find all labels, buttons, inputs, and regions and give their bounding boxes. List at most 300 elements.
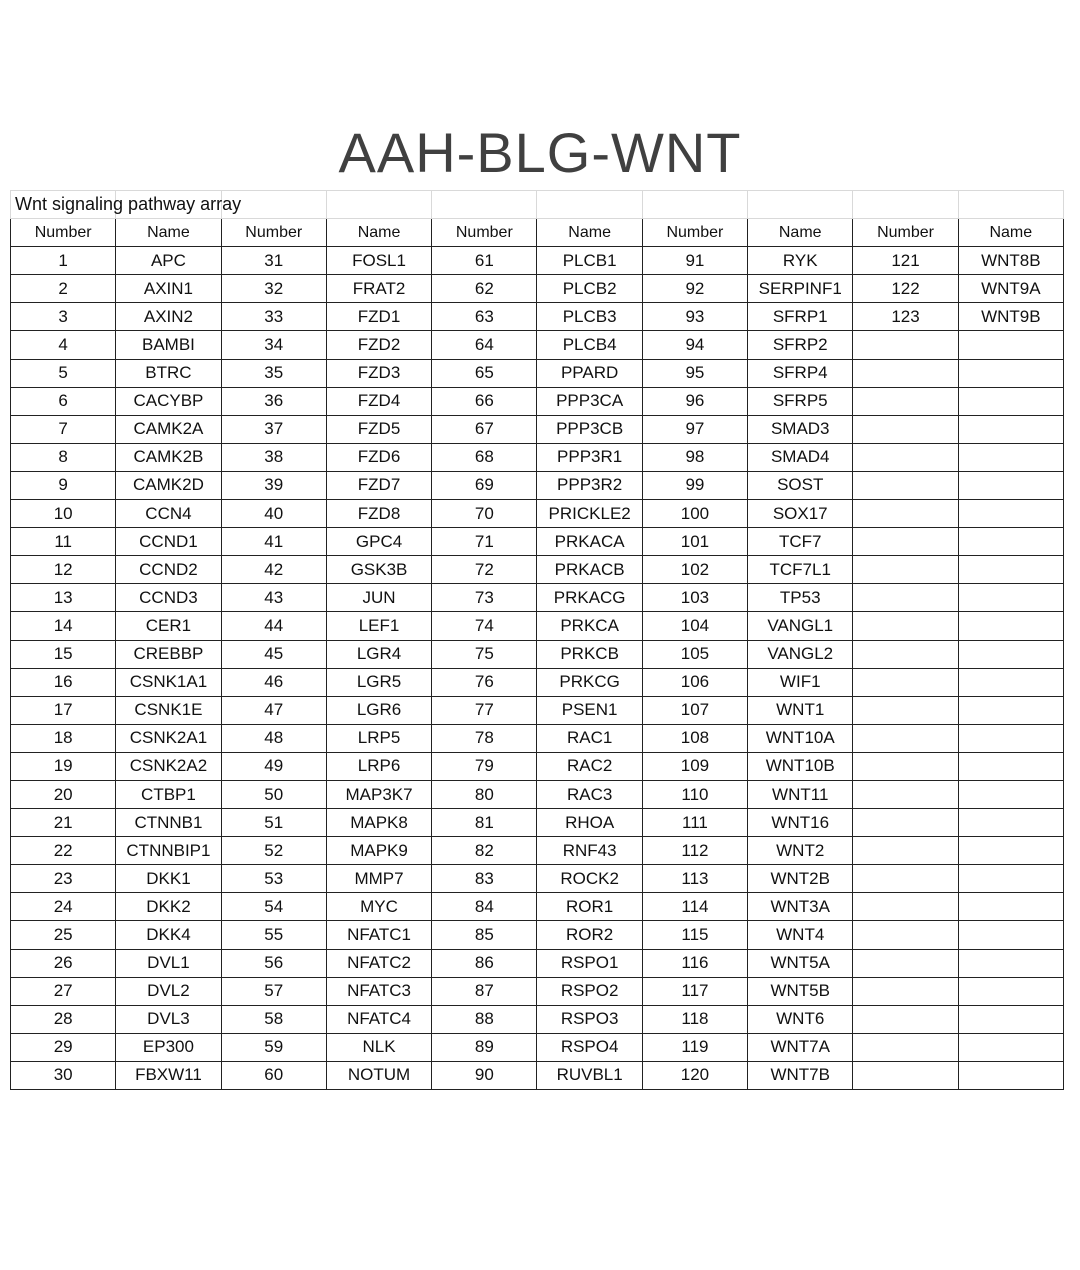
number-cell: 45 — [221, 640, 326, 668]
number-cell: 43 — [221, 584, 326, 612]
number-cell: 23 — [11, 865, 116, 893]
gene-name-cell: SOX17 — [748, 500, 853, 528]
gene-name-cell: LRP5 — [326, 724, 431, 752]
gene-name-cell: MMP7 — [326, 865, 431, 893]
number-cell: 5 — [11, 359, 116, 387]
gene-name-cell — [958, 471, 1063, 499]
number-cell — [853, 612, 958, 640]
table-header-row — [11, 219, 1064, 247]
number-cell: 46 — [221, 668, 326, 696]
gene-name-cell: NFATC2 — [326, 949, 431, 977]
gene-name-cell: FBXW11 — [116, 1061, 221, 1089]
gene-name-cell — [958, 837, 1063, 865]
gene-name-cell: LGR6 — [326, 696, 431, 724]
gene-name-cell: RUVBL1 — [537, 1061, 642, 1089]
gene-name-cell: WNT7B — [748, 1061, 853, 1089]
gene-name-cell: SOST — [748, 471, 853, 499]
number-cell: 66 — [432, 387, 537, 415]
number-cell: 36 — [221, 387, 326, 415]
column-header: Name — [958, 219, 1063, 247]
gene-name-cell: NFATC4 — [326, 1005, 431, 1033]
number-cell: 68 — [432, 443, 537, 471]
gene-name-cell: NOTUM — [326, 1061, 431, 1089]
number-cell: 18 — [11, 724, 116, 752]
number-cell: 84 — [432, 893, 537, 921]
number-cell: 100 — [642, 500, 747, 528]
table-row — [11, 668, 1064, 696]
table-row — [11, 612, 1064, 640]
number-cell: 13 — [11, 584, 116, 612]
number-cell: 73 — [432, 584, 537, 612]
number-cell: 95 — [642, 359, 747, 387]
number-cell: 106 — [642, 668, 747, 696]
gene-name-cell: DVL2 — [116, 977, 221, 1005]
gene-name-cell: CTBP1 — [116, 780, 221, 808]
number-cell: 31 — [221, 247, 326, 275]
number-cell: 28 — [11, 1005, 116, 1033]
number-cell: 115 — [642, 921, 747, 949]
number-cell: 63 — [432, 303, 537, 331]
number-cell: 65 — [432, 359, 537, 387]
number-cell: 35 — [221, 359, 326, 387]
table-row — [11, 528, 1064, 556]
gene-name-cell: CSNK2A2 — [116, 752, 221, 780]
number-cell: 41 — [221, 528, 326, 556]
gene-name-cell: RYK — [748, 247, 853, 275]
table-row — [11, 556, 1064, 584]
gene-name-cell: FZD6 — [326, 443, 431, 471]
number-cell — [853, 1061, 958, 1089]
gene-name-cell: CSNK1E — [116, 696, 221, 724]
gene-name-cell: CCND1 — [116, 528, 221, 556]
number-cell: 20 — [11, 780, 116, 808]
column-header: Number — [432, 219, 537, 247]
number-cell: 26 — [11, 949, 116, 977]
gene-name-cell: FOSL1 — [326, 247, 431, 275]
gene-name-cell: CSNK1A1 — [116, 668, 221, 696]
number-cell — [853, 584, 958, 612]
gene-name-cell: WNT5B — [748, 977, 853, 1005]
gene-name-cell: TCF7 — [748, 528, 853, 556]
gene-name-cell: PRKACA — [537, 528, 642, 556]
gene-name-cell: AXIN2 — [116, 303, 221, 331]
number-cell — [853, 724, 958, 752]
gene-name-cell — [958, 1033, 1063, 1061]
gene-name-cell: MYC — [326, 893, 431, 921]
table-row — [11, 387, 1064, 415]
gene-name-cell — [958, 359, 1063, 387]
number-cell: 71 — [432, 528, 537, 556]
number-cell: 14 — [11, 612, 116, 640]
number-cell: 19 — [11, 752, 116, 780]
number-cell: 4 — [11, 331, 116, 359]
gene-name-cell: PRKACG — [537, 584, 642, 612]
gene-name-cell — [958, 415, 1063, 443]
gene-array-table — [10, 190, 1064, 1090]
gene-name-cell: NLK — [326, 1033, 431, 1061]
gene-name-cell: RAC2 — [537, 752, 642, 780]
number-cell: 114 — [642, 893, 747, 921]
gene-name-cell: PRKACB — [537, 556, 642, 584]
gene-name-cell: PLCB4 — [537, 331, 642, 359]
table-row — [11, 1033, 1064, 1061]
table-row — [11, 780, 1064, 808]
number-cell: 30 — [11, 1061, 116, 1089]
number-cell — [853, 865, 958, 893]
number-cell — [853, 556, 958, 584]
number-cell: 16 — [11, 668, 116, 696]
gene-name-cell: FZD8 — [326, 500, 431, 528]
number-cell: 42 — [221, 556, 326, 584]
number-cell — [853, 331, 958, 359]
gene-name-cell: MAPK8 — [326, 809, 431, 837]
gene-name-cell: DVL1 — [116, 949, 221, 977]
number-cell: 24 — [11, 893, 116, 921]
gene-name-cell — [958, 696, 1063, 724]
number-cell: 2 — [11, 275, 116, 303]
page-title: AAH-BLG-WNT — [338, 121, 742, 184]
gene-name-cell: GSK3B — [326, 556, 431, 584]
gene-name-cell: CTNNBIP1 — [116, 837, 221, 865]
gene-name-cell: LRP6 — [326, 752, 431, 780]
number-cell: 22 — [11, 837, 116, 865]
gene-name-cell: WNT8B — [958, 247, 1063, 275]
number-cell: 53 — [221, 865, 326, 893]
column-header: Name — [116, 219, 221, 247]
number-cell — [853, 921, 958, 949]
number-cell: 64 — [432, 331, 537, 359]
gene-name-cell — [958, 584, 1063, 612]
number-cell: 105 — [642, 640, 747, 668]
number-cell: 10 — [11, 500, 116, 528]
number-cell — [853, 443, 958, 471]
table-row — [11, 921, 1064, 949]
number-cell: 39 — [221, 471, 326, 499]
number-cell: 81 — [432, 809, 537, 837]
number-cell: 52 — [221, 837, 326, 865]
gene-name-cell: FZD1 — [326, 303, 431, 331]
column-header: Number — [853, 219, 958, 247]
gene-name-cell — [958, 556, 1063, 584]
gene-name-cell — [958, 443, 1063, 471]
number-cell: 79 — [432, 752, 537, 780]
table-row — [11, 809, 1064, 837]
table-row — [11, 1005, 1064, 1033]
gene-name-cell — [958, 500, 1063, 528]
gene-name-cell — [958, 612, 1063, 640]
gene-name-cell: BAMBI — [116, 331, 221, 359]
table-row — [11, 584, 1064, 612]
gene-name-cell: PRKCA — [537, 612, 642, 640]
number-cell — [853, 809, 958, 837]
number-cell — [853, 752, 958, 780]
gene-name-cell: WNT1 — [748, 696, 853, 724]
gene-name-cell: WNT2 — [748, 837, 853, 865]
number-cell: 25 — [11, 921, 116, 949]
number-cell: 122 — [853, 275, 958, 303]
number-cell: 67 — [432, 415, 537, 443]
gene-name-cell: CCND2 — [116, 556, 221, 584]
gene-name-cell: NFATC1 — [326, 921, 431, 949]
number-cell: 62 — [432, 275, 537, 303]
gene-name-cell: PRICKLE2 — [537, 500, 642, 528]
number-cell: 61 — [432, 247, 537, 275]
gene-name-cell: DKK2 — [116, 893, 221, 921]
number-cell — [853, 696, 958, 724]
number-cell: 40 — [221, 500, 326, 528]
table-row — [11, 1061, 1064, 1089]
gene-name-cell: CSNK2A1 — [116, 724, 221, 752]
number-cell: 60 — [221, 1061, 326, 1089]
gene-name-cell: PPP3R1 — [537, 443, 642, 471]
number-cell: 80 — [432, 780, 537, 808]
number-cell: 112 — [642, 837, 747, 865]
gene-name-cell: SFRP2 — [748, 331, 853, 359]
gene-name-cell: PPP3R2 — [537, 471, 642, 499]
gene-name-cell: CACYBP — [116, 387, 221, 415]
number-cell: 27 — [11, 977, 116, 1005]
gene-name-cell: PSEN1 — [537, 696, 642, 724]
gene-name-cell: DKK1 — [116, 865, 221, 893]
column-header: Name — [326, 219, 431, 247]
number-cell: 89 — [432, 1033, 537, 1061]
gene-name-cell: CREBBP — [116, 640, 221, 668]
number-cell: 17 — [11, 696, 116, 724]
gene-name-cell: EP300 — [116, 1033, 221, 1061]
gene-name-cell: RNF43 — [537, 837, 642, 865]
number-cell: 83 — [432, 865, 537, 893]
number-cell: 104 — [642, 612, 747, 640]
number-cell: 12 — [11, 556, 116, 584]
table-row — [11, 471, 1064, 499]
number-cell: 74 — [432, 612, 537, 640]
gene-name-cell: WNT2B — [748, 865, 853, 893]
gene-name-cell: WNT9B — [958, 303, 1063, 331]
gene-name-cell: PLCB3 — [537, 303, 642, 331]
number-cell: 48 — [221, 724, 326, 752]
table-row — [11, 247, 1064, 275]
table-row — [11, 331, 1064, 359]
column-header: Name — [748, 219, 853, 247]
number-cell — [853, 359, 958, 387]
gene-name-cell: VANGL2 — [748, 640, 853, 668]
number-cell: 92 — [642, 275, 747, 303]
number-cell: 59 — [221, 1033, 326, 1061]
number-cell: 108 — [642, 724, 747, 752]
number-cell: 82 — [432, 837, 537, 865]
gene-name-cell: SMAD3 — [748, 415, 853, 443]
number-cell: 47 — [221, 696, 326, 724]
table-row — [11, 949, 1064, 977]
number-cell: 102 — [642, 556, 747, 584]
gene-name-cell: WNT5A — [748, 949, 853, 977]
gene-name-cell: CTNNB1 — [116, 809, 221, 837]
gene-name-cell: FZD2 — [326, 331, 431, 359]
number-cell: 107 — [642, 696, 747, 724]
column-header: Name — [537, 219, 642, 247]
number-cell: 44 — [221, 612, 326, 640]
gene-name-cell: BTRC — [116, 359, 221, 387]
gene-name-cell — [958, 865, 1063, 893]
gene-name-cell: NFATC3 — [326, 977, 431, 1005]
number-cell: 54 — [221, 893, 326, 921]
number-cell: 56 — [221, 949, 326, 977]
column-header: Number — [221, 219, 326, 247]
number-cell: 88 — [432, 1005, 537, 1033]
number-cell: 77 — [432, 696, 537, 724]
number-cell: 120 — [642, 1061, 747, 1089]
gene-name-cell: WNT6 — [748, 1005, 853, 1033]
gene-name-cell — [958, 780, 1063, 808]
number-cell: 85 — [432, 921, 537, 949]
gene-name-cell: CAMK2B — [116, 443, 221, 471]
gene-name-cell: PLCB1 — [537, 247, 642, 275]
number-cell — [853, 387, 958, 415]
gene-name-cell — [958, 1061, 1063, 1089]
number-cell: 57 — [221, 977, 326, 1005]
number-cell: 111 — [642, 809, 747, 837]
table-row — [11, 837, 1064, 865]
number-cell: 29 — [11, 1033, 116, 1061]
number-cell: 32 — [221, 275, 326, 303]
gene-name-cell: SFRP4 — [748, 359, 853, 387]
gene-name-cell — [958, 640, 1063, 668]
number-cell — [853, 471, 958, 499]
gene-name-cell: SERPINF1 — [748, 275, 853, 303]
number-cell: 3 — [11, 303, 116, 331]
gene-name-cell: CER1 — [116, 612, 221, 640]
table-caption: Wnt signaling pathway array — [11, 191, 116, 219]
gene-name-cell: RSPO3 — [537, 1005, 642, 1033]
gene-name-cell — [958, 387, 1063, 415]
table-row — [11, 893, 1064, 921]
number-cell — [853, 640, 958, 668]
gene-name-cell: TP53 — [748, 584, 853, 612]
gene-name-cell: CCN4 — [116, 500, 221, 528]
number-cell: 113 — [642, 865, 747, 893]
number-cell — [853, 415, 958, 443]
gene-name-cell: RSPO4 — [537, 1033, 642, 1061]
number-cell: 15 — [11, 640, 116, 668]
gene-name-cell: WNT10B — [748, 752, 853, 780]
gene-name-cell: RHOA — [537, 809, 642, 837]
number-cell: 6 — [11, 387, 116, 415]
gene-name-cell: LGR4 — [326, 640, 431, 668]
gene-name-cell: LGR5 — [326, 668, 431, 696]
gene-name-cell — [958, 949, 1063, 977]
table-row — [11, 500, 1064, 528]
number-cell: 123 — [853, 303, 958, 331]
number-cell: 9 — [11, 471, 116, 499]
gene-name-cell — [958, 809, 1063, 837]
number-cell: 33 — [221, 303, 326, 331]
table-row — [11, 696, 1064, 724]
gene-name-cell: DVL3 — [116, 1005, 221, 1033]
table-body — [11, 191, 1064, 1090]
number-cell: 121 — [853, 247, 958, 275]
number-cell: 76 — [432, 668, 537, 696]
gene-name-cell: WNT11 — [748, 780, 853, 808]
number-cell — [853, 1033, 958, 1061]
gene-name-cell — [958, 668, 1063, 696]
number-cell: 117 — [642, 977, 747, 1005]
column-header: Number — [11, 219, 116, 247]
gene-name-cell: MAPK9 — [326, 837, 431, 865]
number-cell: 69 — [432, 471, 537, 499]
gene-name-cell: PRKCB — [537, 640, 642, 668]
gene-name-cell: CAMK2D — [116, 471, 221, 499]
gene-name-cell: FZD7 — [326, 471, 431, 499]
number-cell: 99 — [642, 471, 747, 499]
number-cell: 109 — [642, 752, 747, 780]
gene-name-cell: SFRP1 — [748, 303, 853, 331]
number-cell: 90 — [432, 1061, 537, 1089]
number-cell: 87 — [432, 977, 537, 1005]
gene-name-cell: PPP3CB — [537, 415, 642, 443]
number-cell: 37 — [221, 415, 326, 443]
number-cell: 119 — [642, 1033, 747, 1061]
number-cell: 116 — [642, 949, 747, 977]
gene-name-cell: MAP3K7 — [326, 780, 431, 808]
gene-name-cell — [958, 724, 1063, 752]
table-row — [11, 303, 1064, 331]
column-header: Number — [642, 219, 747, 247]
table-row — [11, 640, 1064, 668]
number-cell: 96 — [642, 387, 747, 415]
gene-name-cell: FZD4 — [326, 387, 431, 415]
number-cell: 78 — [432, 724, 537, 752]
gene-name-cell: AXIN1 — [116, 275, 221, 303]
gene-name-cell: APC — [116, 247, 221, 275]
gene-name-cell: WNT16 — [748, 809, 853, 837]
table-row — [11, 724, 1064, 752]
gene-name-cell — [958, 752, 1063, 780]
number-cell: 50 — [221, 780, 326, 808]
gene-name-cell — [958, 1005, 1063, 1033]
gene-name-cell: ROCK2 — [537, 865, 642, 893]
number-cell: 51 — [221, 809, 326, 837]
gene-name-cell: RSPO2 — [537, 977, 642, 1005]
gene-name-cell: TCF7L1 — [748, 556, 853, 584]
number-cell: 93 — [642, 303, 747, 331]
number-cell — [853, 500, 958, 528]
number-cell: 98 — [642, 443, 747, 471]
number-cell: 118 — [642, 1005, 747, 1033]
gene-name-cell — [958, 921, 1063, 949]
number-cell: 103 — [642, 584, 747, 612]
table-row — [11, 275, 1064, 303]
gene-name-cell: JUN — [326, 584, 431, 612]
table-row — [11, 415, 1064, 443]
gene-name-cell: WNT4 — [748, 921, 853, 949]
number-cell: 49 — [221, 752, 326, 780]
gene-name-cell: DKK4 — [116, 921, 221, 949]
number-cell — [853, 949, 958, 977]
number-cell — [853, 668, 958, 696]
number-cell — [853, 893, 958, 921]
number-cell: 86 — [432, 949, 537, 977]
table-row — [11, 977, 1064, 1005]
number-cell: 110 — [642, 780, 747, 808]
table-row — [11, 865, 1064, 893]
table-row — [11, 752, 1064, 780]
gene-name-cell: RSPO1 — [537, 949, 642, 977]
gene-name-cell: WNT3A — [748, 893, 853, 921]
number-cell: 91 — [642, 247, 747, 275]
number-cell — [853, 977, 958, 1005]
number-cell — [853, 1005, 958, 1033]
gene-name-cell: WIF1 — [748, 668, 853, 696]
